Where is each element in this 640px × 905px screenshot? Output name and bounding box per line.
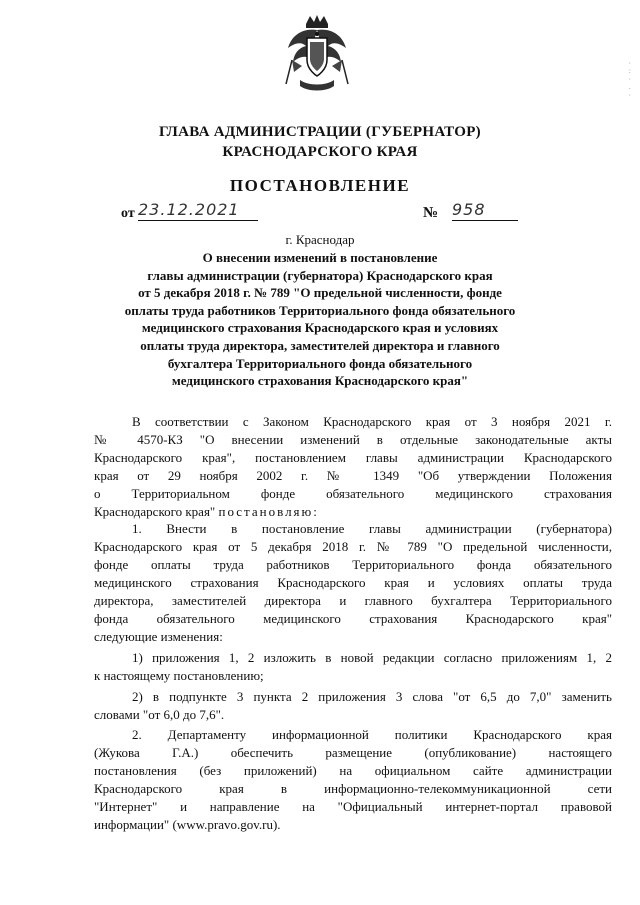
date-label: от: [121, 206, 135, 221]
city-label: г. Краснодар: [285, 232, 355, 247]
body-line: Краснодарского края от 5 декабря 2018 г. № 789 "О предельной численности,: [94, 539, 612, 555]
body-line: к настоящему постановлению;: [94, 667, 264, 683]
body-line: (Жукова Г.А.) обеспечить размещение (опубликование) настоящего: [94, 745, 612, 761]
body-line: Краснодарского края", постановлением главы администрации Краснодарского: [94, 449, 612, 465]
body-line: информации" (www.pravo.gov.ru).: [94, 816, 281, 832]
body-line: 2) в подпункте 3 пункта 2 приложения 3 слова "от 6,5 до 7,0" заменить: [132, 688, 612, 704]
decree-word: постановляю:: [218, 503, 319, 519]
date-value: 23.12.2021: [138, 200, 258, 221]
body-text: Краснодарского края": [94, 503, 216, 519]
title-line: от 5 декабря 2018 г. № 789 "О предельной численности, фонде: [138, 285, 502, 301]
coat-of-arms-icon: [284, 14, 350, 96]
body-line: фонда обязательного медицинского страхования Краснодарского края": [94, 610, 612, 626]
scan-margin-mark: · : · . ·: [628, 60, 632, 99]
body-line: постановления (без приложений) на официальном сайте администрации: [94, 763, 612, 779]
title-line: медицинского страхования Краснодарского края и условиях: [141, 320, 499, 336]
body-line: Краснодарского края в информационно-телекоммуникационной сети: [94, 781, 612, 797]
body-line: края от 29 ноября 2002 г. № 1349 "Об утверждении Положения: [94, 467, 612, 483]
title-line: бухгалтера Территориального фонда обязательного: [167, 355, 473, 371]
title-line: главы администрации (губернатора) Краснодарского края: [147, 267, 493, 283]
document-title: [110, 249, 530, 390]
number-value: 958: [452, 200, 518, 221]
body-line: словами "от 6,0 до 7,6".: [94, 706, 225, 722]
body-line: 2. Департаменту информационной политики Краснодарского края: [132, 727, 612, 743]
body-line: "Интернет" и направление на "Официальный интернет-портал правовой: [94, 799, 612, 815]
body-line: 1. Внести в постановление главы администрации (губернатора): [132, 521, 612, 537]
title-line: оплаты труда директора, заместителей директора и главного: [140, 337, 500, 353]
authority-line-1: ГЛАВА АДМИНИСТРАЦИИ (ГУБЕРНАТОР): [159, 124, 481, 140]
title-line: О внесении изменений в постановление: [202, 250, 438, 265]
number-label: №: [423, 205, 439, 221]
body-line: фонде оплаты труда работников Территориального фонда обязательного: [94, 557, 612, 573]
body-line: директора, заместителей директора и главного бухгалтера Территориального: [94, 593, 612, 609]
document-body: [94, 413, 612, 834]
body-line: 1) приложения 1, 2 изложить в новой редакции согласно приложениям 1, 2: [132, 649, 612, 665]
body-line-decree: [94, 503, 612, 521]
body-line: о Территориальном фонде обязательного медицинского страхования: [94, 485, 612, 501]
body-line: следующие изменения:: [94, 628, 223, 644]
title-line: медицинского страхования Краснодарского края": [171, 373, 469, 389]
body-line: В соответствии с Законом Краснодарского края от 3 ноября 2021 г.: [132, 414, 612, 429]
date-number-row: [0, 200, 640, 224]
authority-line-2: КРАСНОДАРСКОГО КРАЯ: [222, 144, 418, 160]
body-line: медицинского страхования Краснодарского края и условиях оплаты труда: [94, 575, 612, 591]
document-type-heading: ПОСТАНОВЛЕНИЕ: [229, 176, 411, 195]
title-line: оплаты труда работников Территориального фонда обязательного: [124, 302, 516, 318]
body-line: № 4570-КЗ "О внесении изменений в отдельные законодательные акты: [94, 431, 612, 447]
